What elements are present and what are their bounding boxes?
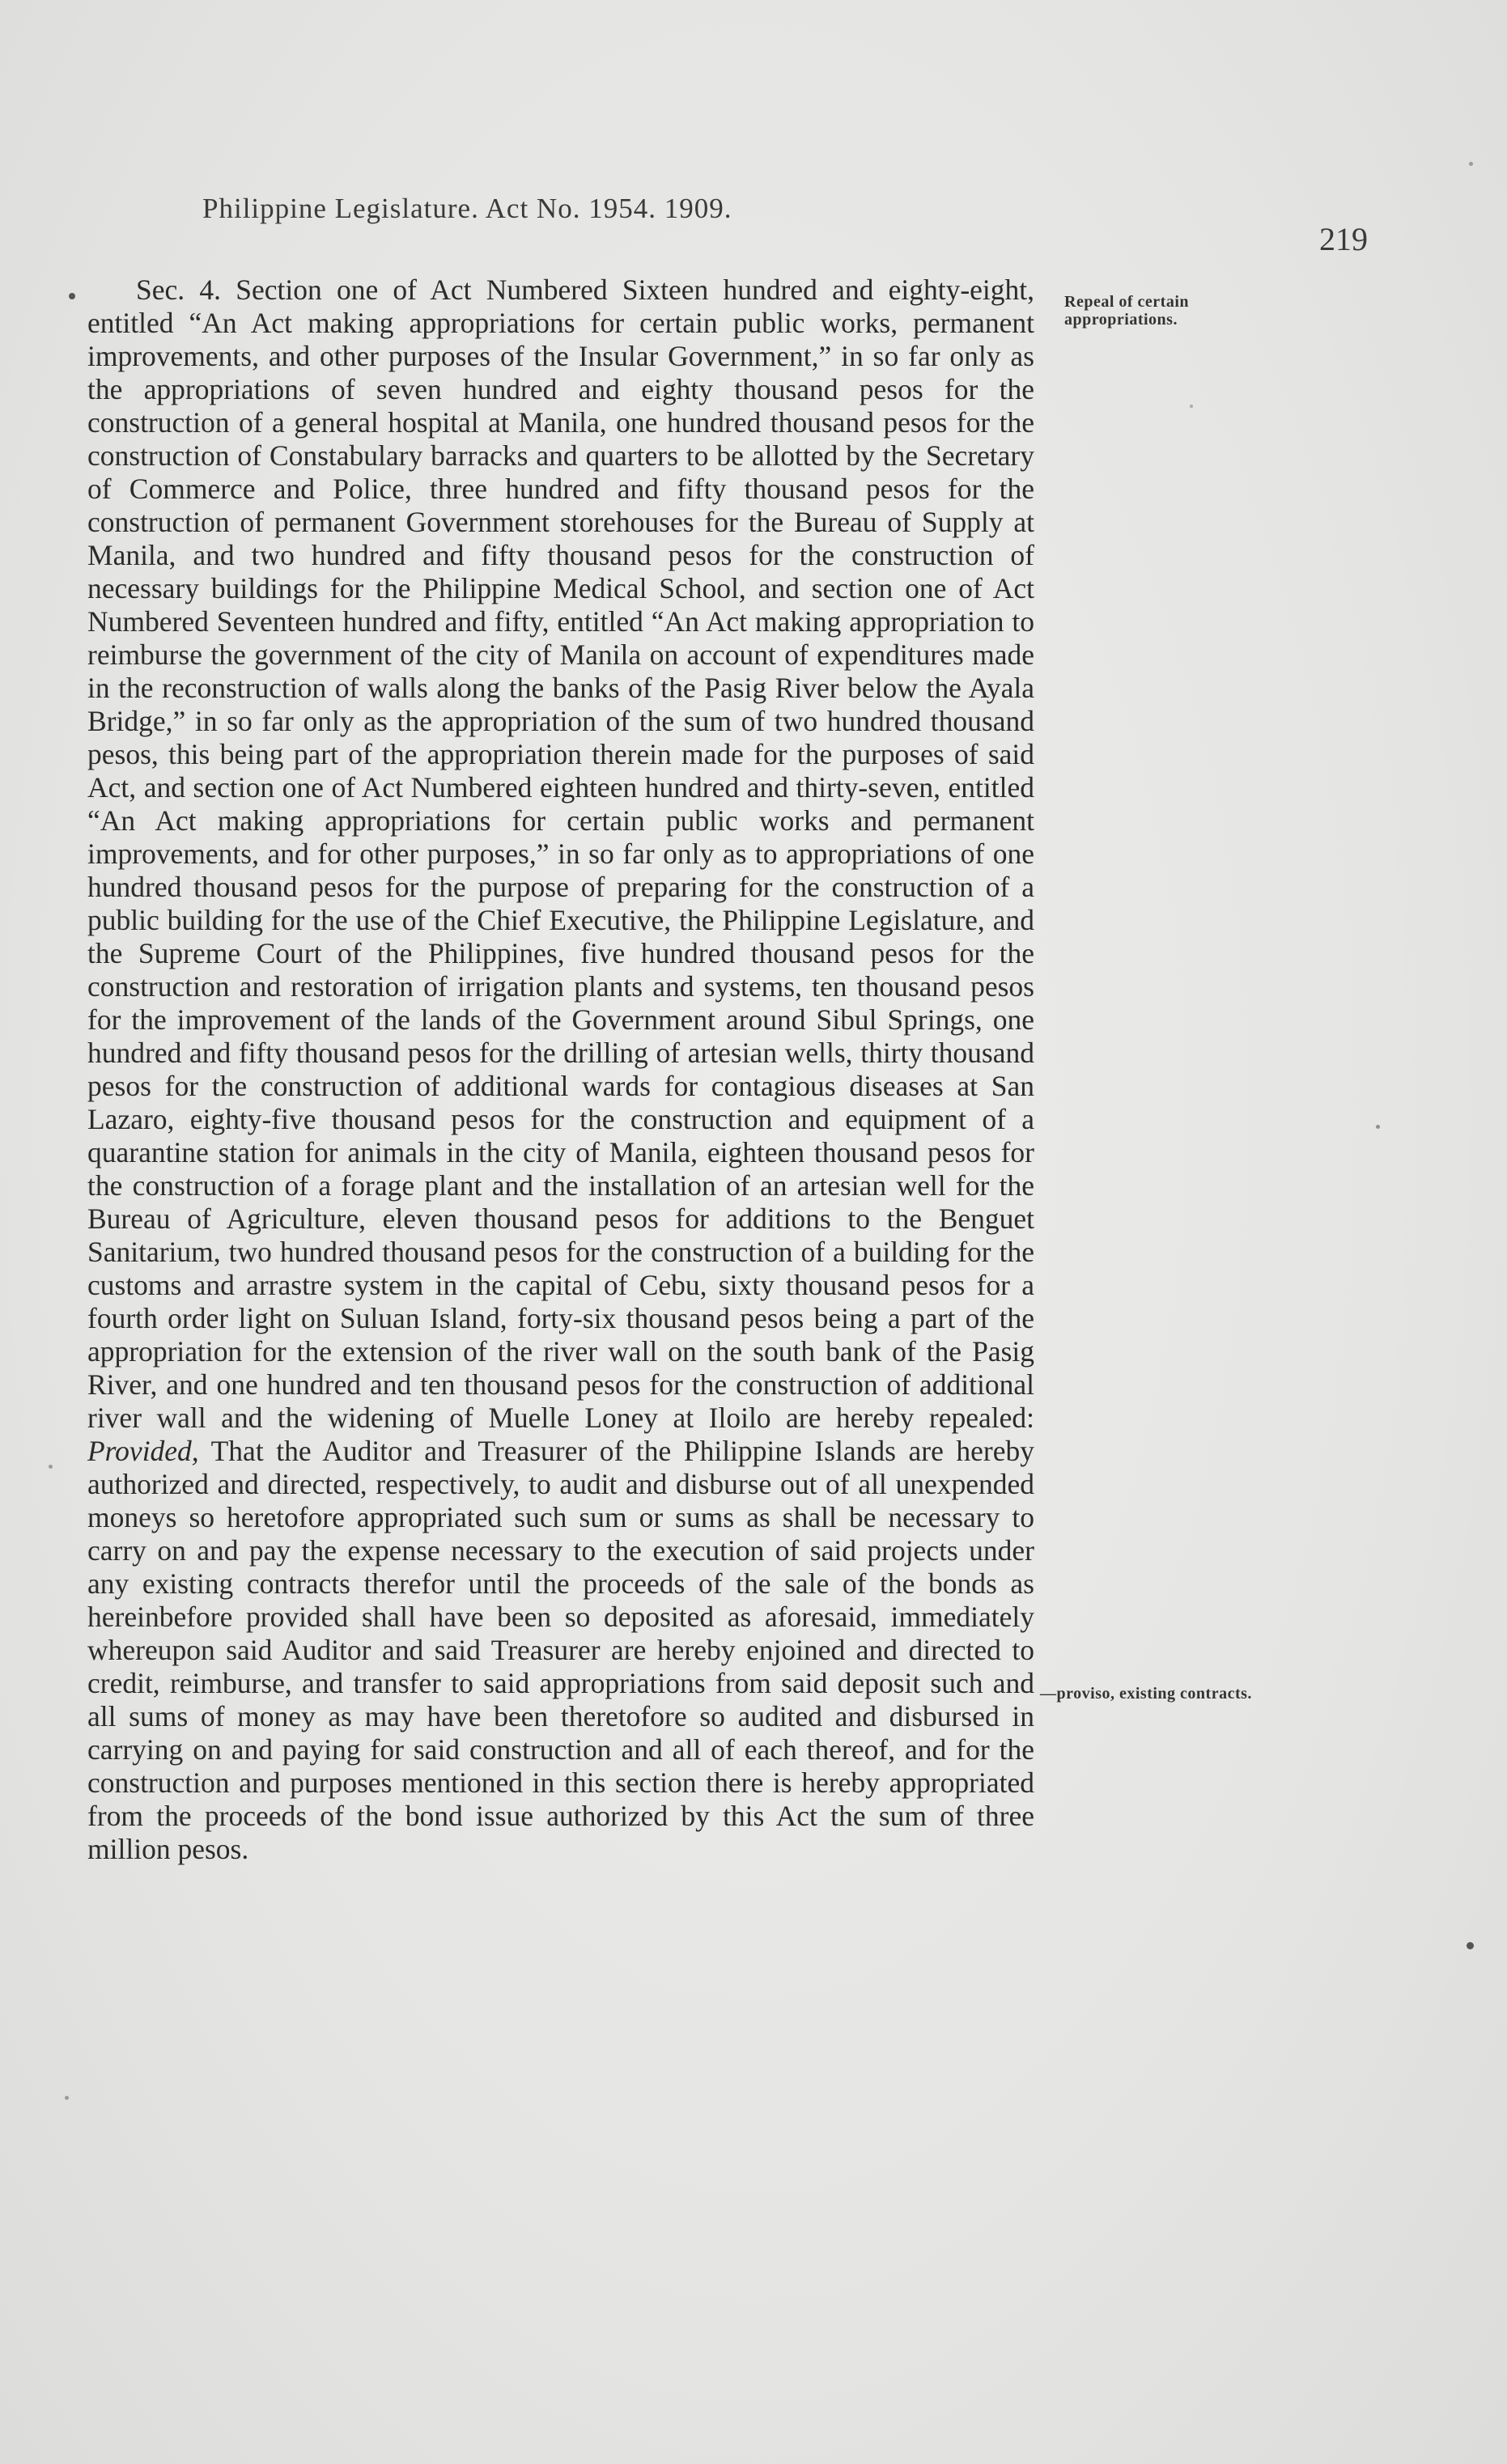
scan-speck [1467, 1942, 1474, 1949]
marginal-note-repeal: Repeal of certain appropriations. [1064, 293, 1190, 329]
section-text-repeal: Section one of Act Numbered Sixteen hundred and eighty-eight, entitled “An Act making appropriations for certain public works, permanent improvements, and other purposes of the Insular Government,” in so far only as the appropriations of seven hundred and eighty thousand pesos for the construction of a general hospital at Manila, one hundred thousand pesos for the construction of Constabulary barracks and quarters to be allotted by the Secretary of Commerce and Police, three hundred and fifty thousand pesos for the construction of permanent Government storehouses for the Bureau of Supply at Manila, and two hundred and fifty thousand pesos for the construction of necessary buildings for the Philippine Medical School, and section one of Act Numbered Seventeen hundred and fifty, entitled “An Act making appropriation to reimburse the government of the city of Manila on account of expenditures made in the reconstruction of walls along the banks of the Pasig River below the Ayala Bridge,” in so far only as the appropriation of the sum of two hundred thousand pesos, this being part of the appropriation therein made for the purposes of said Act, and section one of Act Numbered eighteen hundred and thirty-seven, entitled “An Act making appropriations for certain public works and permanent improvements, and for other purposes,” in so far only as to appropriations of one hundred thousand pesos for the purpose of preparing for the construction of a public building for the use of the Chief Executive, the Philippine Legislature, and the Supreme Court of the Philippines, five hundred thousand pesos for the construction and restoration of irrigation plants and systems, ten thousand pesos for the improvement of the lands of the Government around Sibul Springs, one hundred and fifty thousand pesos for the drilling of artesian wells, thirty thousand pesos for the construction of additional wards for contagious diseases at San Lazaro, eighty-five thousand pesos for the construction and equipment of a quarantine station for animals in the city of Manila, eighteen thousand pesos for the construction of a forage plant and the installation of an artesian well for the Bureau of Agriculture, eleven thousand pesos for additions to the Benguet Sanitarium, two hundred thousand pesos for the construction of a building for the customs and arrastre system in the capital of Cebu, sixty thousand pesos for a fourth order light on Suluan Island, forty-six thousand pesos being a part of the appropriation for the extension of the river wall on the south bank of the Pasig River, and one hundred and ten thousand pesos for the construction of additional river wall and the widening of Muelle Loney at Iloilo are hereby repealed: [87, 274, 1034, 1434]
scan-speck [65, 2096, 69, 2100]
section-paragraph [87, 274, 1034, 1866]
scan-speck [49, 1465, 53, 1469]
section-body [87, 274, 1034, 1866]
scan-speck [1190, 405, 1193, 408]
section-text-proviso: That the Auditor and Treasurer of the Philippine Islands are hereby authorized and directed, respectively, to audit and disburse out of all unexpended moneys so heretofore appropriated such sum or sums as shall be necessary to carry on and pay the expense necessary to the execution of said projects under any existing contracts therefor until the proceeds of the sale of the bonds as hereinbefore provided shall have been so deposited as aforesaid, immediately whereupon said Auditor and said Treasurer are hereby enjoined and directed to credit, reimburse, and transfer to said appropriations from said deposit such and all sums of money as may have been theretofore so audited and disbursed in carrying on and paying for said construction and all of each thereof, and for the construction and purposes mentioned in this section there is hereby appropriated from the proceeds of the bond issue authorized by this Act the sum of three million pesos. [87, 1435, 1035, 1865]
scan-speck [69, 293, 75, 299]
section-label: Sec. 4. [136, 274, 221, 306]
running-head: Philippine Legislature. Act No. 1954. 1909. [202, 193, 732, 224]
page-number: 219 [1319, 221, 1368, 257]
scan-speck [1469, 162, 1473, 166]
marginal-note-proviso: —proviso, existing contracts. [1040, 1685, 1252, 1703]
scan-speck [1376, 1125, 1380, 1129]
proviso-word: Provided, [87, 1435, 199, 1467]
